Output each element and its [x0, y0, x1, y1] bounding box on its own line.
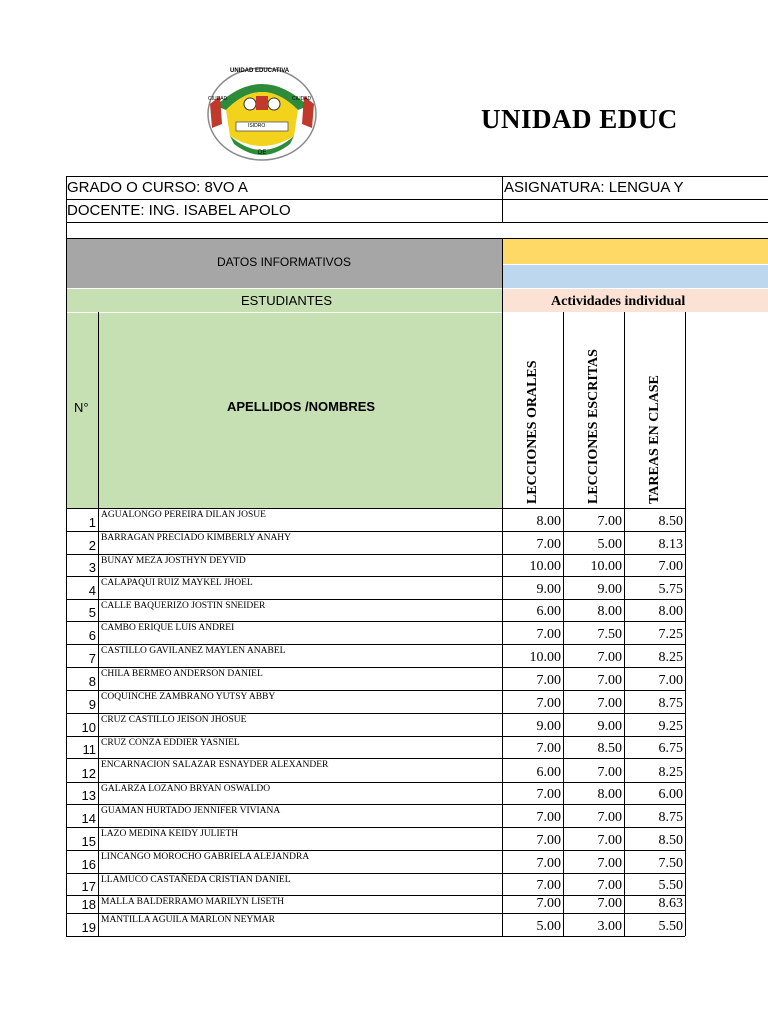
tareas-en-clase-value: 8.00 [658, 604, 683, 619]
datos-informativos-label: DATOS INFORMATIVOS [217, 255, 352, 269]
grid-line [66, 873, 685, 874]
tareas-en-clase-value: 8.25 [658, 765, 683, 780]
estudiantes-label: ESTUDIANTES [241, 293, 333, 308]
lecciones-escritas-value: 5.00 [597, 537, 622, 552]
tareas-en-clase-value: 5.50 [658, 919, 683, 934]
blue-header-band [502, 264, 768, 288]
tareas-en-clase-value: 7.00 [658, 673, 683, 688]
row-number: 5 [88, 605, 96, 620]
logo-left-text: CIUDAD [208, 96, 228, 102]
row-number: 7 [88, 651, 96, 666]
row-number: 12 [81, 766, 96, 781]
grid-line [66, 531, 685, 532]
lecciones-escritas-value: 8.50 [597, 741, 622, 756]
grid-line [502, 264, 768, 265]
lecciones-escritas-value: 7.00 [597, 896, 622, 911]
grid-line [66, 936, 685, 937]
logo-banner-text: ISIDRO [248, 123, 266, 129]
lecciones-escritas-value: 7.50 [597, 627, 622, 642]
lecciones-orales-value: 7.00 [536, 696, 561, 711]
row-number: 16 [81, 857, 96, 872]
school-title: UNIDAD EDUC [481, 104, 678, 134]
row-number: 15 [81, 834, 96, 849]
row-number: 1 [88, 515, 96, 530]
tareas-en-clase-value: 8.75 [658, 696, 683, 711]
tareas-en-clase-value: 8.50 [658, 833, 683, 848]
student-name: CRUZ CONZA EDDIER YASNIEL [101, 738, 240, 748]
tareas-en-clase-value: 7.50 [658, 856, 683, 871]
row-number: 2 [88, 538, 96, 553]
lecciones-orales-value: 7.00 [536, 627, 561, 642]
lecciones-orales-value: 5.00 [536, 919, 561, 934]
lecciones-orales-value: 6.00 [536, 765, 561, 780]
lecciones-orales-value: 6.00 [536, 604, 561, 619]
grid-line [66, 576, 685, 577]
tareas-en-clase-value: 9.25 [658, 719, 683, 734]
logo-top-text: UNIDAD EDUCATIVA [230, 68, 290, 74]
student-name: MALLA BALDERRAMO MARILYN LISETH [101, 897, 284, 907]
grid-line [66, 621, 685, 622]
lecciones-orales-value: 10.00 [529, 559, 561, 574]
student-name: GALARZA LOZANO BRYAN OSWALDO [101, 784, 271, 794]
tareas-en-clase-value: 8.13 [658, 537, 683, 552]
lecciones-escritas-value: 8.00 [597, 604, 622, 619]
student-name: AGUALONGO PEREIRA DILAN JOSUE [101, 510, 266, 520]
actividades-label: Actividades individual [551, 294, 686, 309]
student-name: CALAPAQUI RUIZ MAYKEL JHOEL [101, 578, 253, 588]
tareas-en-clase-value: 8.75 [658, 810, 683, 825]
grid-line [66, 736, 685, 737]
student-name: GUAMAN HURTADO JENNIFER VIVIANA [101, 806, 281, 816]
lecciones-orales-value: 7.00 [536, 856, 561, 871]
grid-line [66, 238, 768, 239]
lecciones-escritas-value: 7.00 [597, 650, 622, 665]
grid-line [502, 238, 503, 936]
row-number: 9 [88, 697, 96, 712]
teacher-label: DOCENTE: ING. ISABEL APOLO [67, 202, 291, 219]
grid-line [66, 599, 685, 600]
student-name: BUNAY MEZA JOSTHYN DEYVID [101, 556, 246, 566]
student-name: ENCARNACION SALAZAR ESNAYDER ALEXANDER [101, 760, 329, 770]
tareas-en-clase-value: 7.00 [658, 559, 683, 574]
grid-line [66, 222, 768, 223]
tareas-en-clase-value: 7.25 [658, 627, 683, 642]
grid-line [66, 782, 685, 783]
tareas-en-clase-value: 5.75 [658, 582, 683, 597]
row-number: 14 [81, 811, 96, 826]
lecciones-orales-value: 7.00 [536, 741, 561, 756]
tareas-en-clase-value: 8.50 [658, 514, 683, 529]
row-number: 13 [81, 788, 96, 803]
lecciones-orales-value: 7.00 [536, 896, 561, 911]
tareas-en-clase-value: 8.63 [658, 896, 683, 911]
grid-line [66, 176, 768, 177]
lecciones-orales-value: 7.00 [536, 833, 561, 848]
student-name: LAZO MEDINA KEIDY JULIETH [101, 829, 239, 839]
grid-line [98, 312, 99, 936]
grid-line [66, 827, 685, 828]
grid-line [66, 690, 685, 691]
row-number: 6 [88, 628, 96, 643]
grid-line [563, 312, 564, 936]
number-col-label: N° [74, 400, 89, 415]
lecciones-orales-value: 7.00 [536, 673, 561, 688]
tareas-en-clase-value: 6.75 [658, 741, 683, 756]
grid-line [624, 312, 625, 936]
lecciones-escritas-value: 8.00 [597, 787, 622, 802]
lecciones-escritas-value: 7.00 [597, 856, 622, 871]
lecciones-orales-value: 9.00 [536, 719, 561, 734]
student-name: COQUINCHE ZAMBRANO YUTSY ABBY [101, 692, 276, 702]
grid-line [502, 176, 503, 222]
grid-line [66, 508, 685, 509]
logo-bottom-text: DE [258, 150, 267, 156]
lecciones-orales-value: 10.00 [529, 650, 561, 665]
grid-line [66, 758, 685, 759]
grid-line [66, 850, 685, 851]
lecciones-orales-value: 8.00 [536, 514, 561, 529]
lecciones-orales-value: 7.00 [536, 810, 561, 825]
lecciones-escritas-value: 7.00 [597, 514, 622, 529]
lecciones-orales-value: 7.00 [536, 787, 561, 802]
student-name: CRUZ CASTILLO JEISON JHOSUE [101, 715, 247, 725]
grid-line [66, 804, 685, 805]
lecciones-escritas-value: 9.00 [597, 582, 622, 597]
grid-line [66, 288, 768, 289]
school-logo-emblem [206, 66, 318, 162]
tareas-en-clase-value: 8.25 [658, 650, 683, 665]
tareas-en-clase-value: 6.00 [658, 787, 683, 802]
row-number: 8 [88, 674, 96, 689]
tareas-en-clase-value: 5.50 [658, 878, 683, 893]
student-name: LLAMUCO CASTAÑEDA CRISTIAN DANIEL [101, 875, 291, 885]
lecciones-escritas-value: 7.00 [597, 878, 622, 893]
grid-line [66, 199, 768, 200]
student-name: LINCANGO MOROCHO GABRIELA ALEJANDRA [101, 852, 310, 862]
row-number: 18 [81, 897, 96, 912]
student-name: BARRAGAN PRECIADO KIMBERLY ANAHY [101, 533, 292, 543]
lecciones-escritas-value: 10.00 [590, 559, 622, 574]
row-number: 17 [81, 879, 96, 894]
student-name: MANTILLA AGUILA MARLON NEYMAR [101, 915, 275, 925]
student-name: CALLE BAQUERIZO JOSTIN SNEIDER [101, 601, 266, 611]
logo-right-text: CIUDAD [292, 96, 312, 102]
grid-line [66, 713, 685, 714]
grid-line [66, 312, 768, 313]
student-name: CASTILLO GAVILANEZ MAYLEN ANABEL [101, 646, 286, 656]
lecciones-escritas-value: 3.00 [597, 919, 622, 934]
lecciones-escritas-value: 7.00 [597, 673, 622, 688]
grid-line [66, 913, 685, 914]
lecciones-orales-label: LECCIONES ORALES [525, 360, 540, 504]
lecciones-escritas-value: 7.00 [597, 696, 622, 711]
grid-line [685, 312, 686, 936]
grade-label: GRADO O CURSO: 8VO A [67, 179, 248, 196]
lecciones-orales-value: 9.00 [536, 582, 561, 597]
student-name: CHILA BERMEO ANDERSON DANIEL [101, 669, 263, 679]
lecciones-escritas-value: 9.00 [597, 719, 622, 734]
row-number: 10 [81, 720, 96, 735]
row-number: 11 [82, 742, 96, 757]
lecciones-orales-value: 7.00 [536, 537, 561, 552]
subject-label: ASIGNATURA: LENGUA Y [504, 179, 684, 196]
lecciones-escritas-value: 7.00 [597, 765, 622, 780]
student-name: CAMBO ERIQUE LUIS ANDREI [101, 623, 235, 633]
yellow-header-band [502, 238, 768, 264]
row-number: 19 [81, 920, 96, 935]
tareas-en-clase-label: TAREAS EN CLASE [647, 375, 662, 504]
grid-line [66, 554, 685, 555]
names-col-label: APELLIDOS /NOMBRES [227, 399, 376, 414]
row-number: 3 [88, 560, 96, 575]
lecciones-orales-value: 7.00 [536, 878, 561, 893]
row-number: 4 [88, 583, 96, 598]
grid-line [66, 644, 685, 645]
lecciones-escritas-value: 7.00 [597, 810, 622, 825]
lecciones-escritas-value: 7.00 [597, 833, 622, 848]
grid-line [66, 667, 685, 668]
lecciones-escritas-label: LECCIONES ESCRITAS [586, 349, 601, 504]
